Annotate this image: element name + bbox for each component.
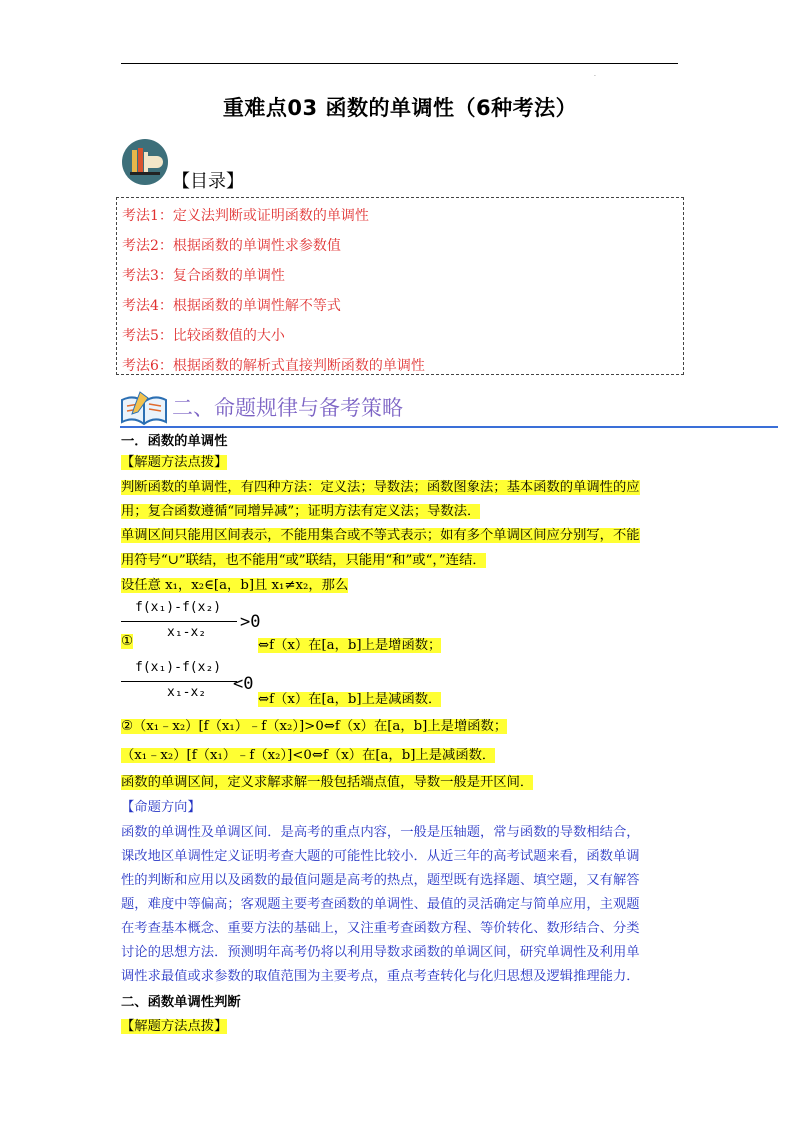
direction-tag: 【命题方向】	[121, 800, 201, 815]
part2-method-tag: 【解题方法点拨】	[121, 1019, 228, 1034]
para4: 函数的单调区间，定义求解求解一般包括端点值，导数一般是开区间．	[121, 775, 534, 790]
direction-line-6: 讨论的思想方法．预测明年高考仍将以利用导数求函数的单调区间，研究单调性及利用单	[121, 945, 640, 960]
condition-decreasing: ⇔f（x）在[a，b]上是减函数．	[258, 692, 442, 707]
method-tag: 【解题方法点拨】	[121, 455, 228, 470]
fraction-2-denominator: x₁-x₂	[167, 685, 207, 700]
product-decreasing: （x₁﹣x₂）[f（x₁）﹣f（x₂）]<0⇔f（x）在[a，b]上是减函数．	[121, 748, 496, 763]
toc-heading: 【目录】	[172, 171, 244, 192]
greater-than-zero: >0	[240, 612, 261, 632]
section-title: 二、命题规律与备考策略	[172, 396, 403, 420]
circle-one: ①	[121, 634, 133, 649]
part2-heading: 二、函数单调性判断	[121, 995, 241, 1010]
open-book-icon	[118, 390, 170, 428]
toc-item-2[interactable]: 考法2：根据函数的单调性求参数值	[122, 238, 341, 254]
direction-line-3: 性的判断和应用以及函数的最值问题是高考的热点，题型既有选择题、填空题，又有解答	[121, 873, 640, 888]
page-title: 重难点03 函数的单调性（6种考法）	[222, 96, 578, 120]
para1-line2: 用；复合函数遵循“同增异减”；证明方法有定义法；导数法．	[121, 504, 481, 519]
part1-heading: 一．函数的单调性	[121, 434, 228, 449]
para2-line2: 用符号“∪”联结，也不能用“或”联结，只能用“和”或“，”连结．	[121, 553, 486, 568]
toc-item-5[interactable]: 考法5：比较函数值的大小	[122, 328, 285, 344]
less-than-zero: <0	[233, 674, 254, 694]
product-increasing: ②（x₁﹣x₂）[f（x₁）﹣f（x₂）]>0⇔f（x）在[a，b]上是增函数；	[121, 719, 508, 734]
condition-increasing: ⇔f（x）在[a，b]上是增函数；	[258, 638, 442, 653]
fraction-1-bar	[121, 621, 237, 622]
direction-line-5: 在考查基本概念、重要方法的基础上，又注重考查函数方程、等价转化、数形结合、分类	[121, 921, 640, 936]
para2-line1: 单调区间只能用区间表示，不能用集合或不等式表示；如有多个单调区间应分别写，不能	[121, 528, 640, 543]
toc-item-6[interactable]: 考法6：根据函数的解析式直接判断函数的单调性	[122, 358, 425, 374]
direction-line-2: 课改地区单调性定义证明考查大题的可能性比较小．从近三年的高考试题来看，函数单调	[121, 849, 640, 864]
fraction-1-denominator: x₁-x₂	[167, 625, 207, 640]
corner-mark: .	[594, 71, 596, 78]
fraction-1-numerator: f(x₁)-f(x₂)	[135, 600, 222, 615]
para1-line1: 判断函数的单调性，有四种方法：定义法；导数法；函数图象法；基本函数的单调性的应	[121, 480, 640, 495]
direction-line-7: 调性求最值或求参数的取值范围为主要考点，重点考查转化与化归思想及逻辑推理能力．	[121, 969, 640, 984]
direction-line-1: 函数的单调性及单调区间．是高考的重点内容，一般是压轴题，常与函数的导数相结合，	[121, 825, 640, 840]
section-rule	[120, 426, 778, 428]
toc-item-3[interactable]: 考法3：复合函数的单调性	[122, 268, 285, 284]
para3: 设任意 x₁，x₂∈[a，b]且 x₁≠x₂，那么	[121, 578, 349, 593]
fraction-2-numerator: f(x₁)-f(x₂)	[135, 660, 222, 675]
toc-item-1[interactable]: 考法1：定义法判断或证明函数的单调性	[122, 208, 369, 224]
direction-line-4: 题，难度中等偏高；客观题主要考查函数的单调性、最值的灵活确定与简单应用，主观题	[121, 897, 640, 912]
books-logo-icon	[121, 138, 169, 186]
header-rule	[121, 63, 678, 64]
toc-item-4[interactable]: 考法4：根据函数的单调性解不等式	[122, 298, 341, 314]
fraction-2-bar	[121, 681, 237, 682]
